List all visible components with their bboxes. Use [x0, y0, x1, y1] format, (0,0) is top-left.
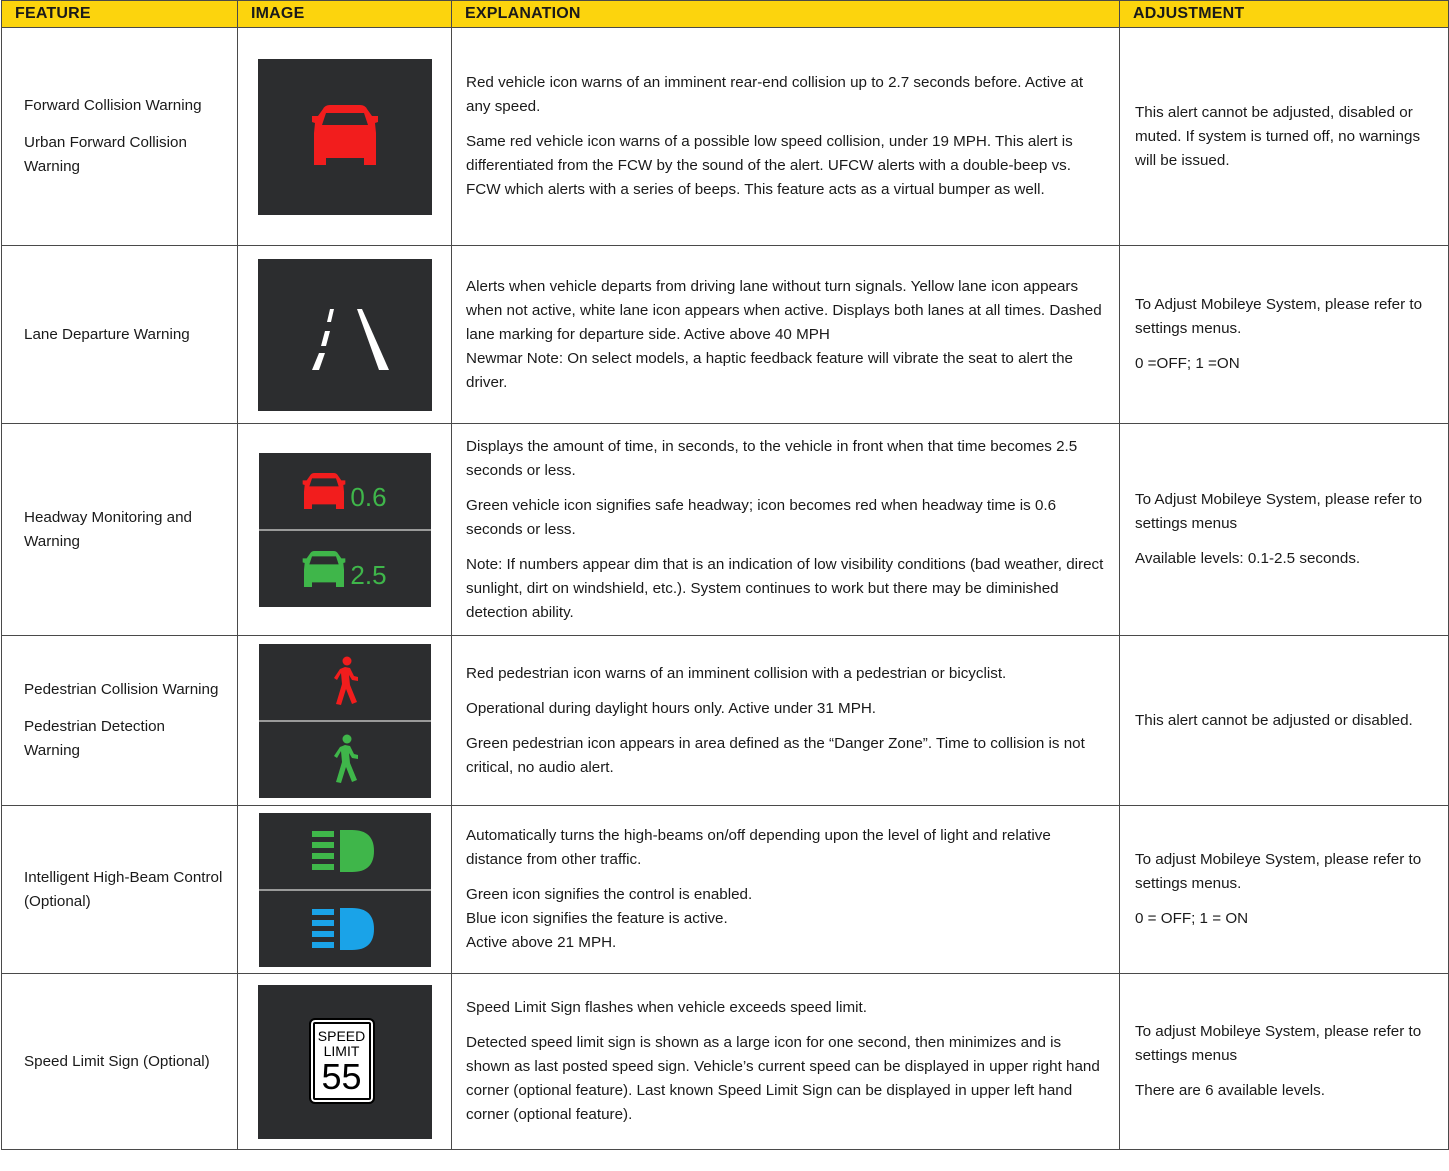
header-adjustment: ADJUSTMENT: [1120, 1, 1449, 28]
feature-name: Speed Limit Sign (Optional): [24, 1052, 210, 1070]
headway-value: 0.6: [350, 481, 387, 512]
header-feature: FEATURE: [2, 1, 238, 28]
high-beam-icon: [259, 813, 431, 967]
lane-markings-icon: [258, 259, 432, 411]
feature-cell: [2, 806, 238, 974]
green-vehicle-icon: [302, 551, 346, 587]
adjustment-text: There are 6 available levels.: [1135, 1082, 1325, 1099]
feature-name: Headway Monitoring and Warning: [24, 508, 193, 550]
feature-name: Forward Collision Warning: [24, 97, 202, 114]
blue-high-beam-icon: [312, 908, 378, 950]
adjustment-cell: [1120, 974, 1449, 1150]
adjustment-cell: [1120, 424, 1449, 636]
speed-limit-sign: [309, 1018, 375, 1104]
image-cell: [238, 424, 452, 636]
red-vehicle-icon: [258, 59, 432, 215]
explanation-text: Speed Limit Sign flashes when vehicle exceeds speed limit.: [466, 999, 868, 1016]
table-row: [2, 974, 1449, 1150]
feature-name: Pedestrian Collision Warning: [24, 681, 219, 698]
explanation-cell: [452, 974, 1120, 1150]
speed-limit-sign-icon: [258, 985, 432, 1139]
table-row: [2, 636, 1449, 806]
adjustment-cell: [1120, 28, 1449, 246]
header-explanation: EXPLANATION: [452, 1, 1120, 28]
headway-red: [259, 453, 431, 529]
red-pedestrian-icon: [330, 656, 360, 708]
table-header-row: [2, 1, 1449, 28]
adjustment-text: 0 = OFF; 1 = ON: [1135, 910, 1249, 927]
explanation-text: Displays the amount of time, in seconds, to the vehicle in front when that time becomes 2.5 seconds or less.: [466, 437, 1078, 479]
feature-name: Urban Forward Collision Warning: [24, 134, 187, 175]
high-beam-green: [259, 813, 431, 889]
explanation-text: Operational during daylight hours only. Active under 31 MPH.: [466, 699, 877, 717]
feature-cell: [2, 636, 238, 806]
feature-cell: [2, 424, 238, 636]
explanation-text: Red pedestrian icon warns of an imminent collision with a pedestrian or bicyclist.: [466, 664, 1007, 682]
adjustment-text: To adjust Mobileye System, please refer to settings menus.: [1135, 851, 1422, 892]
explanation-text: Detected speed limit sign is shown as a large icon for one second, then minimizes and is shown as last posted speed sign. Vehicle’s current speed can be displayed in upper right hand corner (optional feature). Last known Speed Limit Sign can be displayed in upper left hand corner (optional feature).: [466, 1034, 1100, 1123]
red-vehicle-icon: [302, 473, 346, 509]
pedestrian-icon: [259, 644, 431, 798]
explanation-text: Note: If numbers appear dim that is an indication of low visibility conditions (bad weather, direct sunlight, dirt on windshield, etc.). System continues to work but there may be diminished detection ability.: [466, 555, 1104, 621]
explanation-text: Same red vehicle icon warns of a possible low speed collision, under 19 MPH. This alert is differentiated from the FCW by the sound of the alert. UFCW alerts with a double-beep vs. FCW which alerts with a series of beeps. This feature acts as a virtual bumper as well.: [466, 133, 1073, 198]
high-beam-blue: [259, 889, 431, 967]
feature-table: [1, 0, 1449, 1150]
feature-name: Pedestrian Detection Warning: [24, 718, 165, 759]
feature-cell: [2, 28, 238, 246]
image-cell: [238, 28, 452, 246]
sign-text: LIMIT: [323, 1042, 360, 1059]
table-row: [2, 28, 1449, 246]
explanation-text: Alerts when vehicle departs from driving lane without turn signals. Yellow lane icon appears when not active, white lane icon appears when active. Displays both lanes at all times. Dashed lane marking for departure side. Active above 40 MPH: [466, 277, 1102, 343]
explanation-text: Automatically turns the high-beams on/off depending upon the level of light and relative distance from other traffic.: [466, 827, 1051, 868]
explanation-text: Green vehicle icon signifies safe headway; icon becomes red when headway time is 0.6 seconds or less.: [466, 496, 1057, 538]
table-row: [2, 806, 1449, 974]
table-row: [2, 424, 1449, 636]
explanation-text: Green icon signifies the control is enabled. Blue icon signifies the feature is active. Active above 21 MPH.: [466, 886, 753, 951]
pedestrian-red: [259, 644, 431, 720]
image-cell: [238, 246, 452, 424]
adjustment-cell: [1120, 636, 1449, 806]
explanation-cell: [452, 246, 1120, 424]
adjustment-text: Available levels: 0.1-2.5 seconds.: [1135, 550, 1361, 567]
feature-cell: [2, 974, 238, 1150]
adjustment-text: 0 =OFF; 1 =ON: [1135, 355, 1240, 372]
feature-name: Intelligent High-Beam Control (Optional): [24, 868, 223, 910]
adjustment-text: This alert cannot be adjusted, disabled or muted. If system is turned off, no warnings will be issued.: [1135, 103, 1421, 169]
adjustment-text: To Adjust Mobileye System, please refer to settings menus: [1135, 491, 1423, 532]
explanation-text: Red vehicle icon warns of an imminent rear-end collision up to 2.7 seconds before. Active at any speed.: [466, 74, 1084, 115]
green-pedestrian-icon: [330, 734, 360, 786]
explanation-cell: [452, 806, 1120, 974]
explanation-text: Newmar Note: On select models, a haptic feedback feature will vibrate the seat to alert the driver.: [466, 349, 1073, 391]
adjustment-text: This alert cannot be adjusted or disabled.: [1135, 711, 1413, 729]
feature-name: Lane Departure Warning: [24, 325, 190, 343]
adjustment-cell: [1120, 806, 1449, 974]
headway-icon: [259, 453, 431, 607]
explanation-cell: [452, 28, 1120, 246]
headway-value: 2.5: [350, 559, 387, 590]
green-high-beam-icon: [312, 830, 378, 872]
explanation-cell: [452, 424, 1120, 636]
table-row: [2, 246, 1449, 424]
explanation-text: Green pedestrian icon appears in area defined as the “Danger Zone”. Time to collision is not critical, no audio alert.: [466, 734, 1085, 776]
sign-value: 55: [321, 1055, 362, 1097]
image-cell: [238, 974, 452, 1150]
explanation-cell: [452, 636, 1120, 806]
headway-green: [259, 529, 431, 607]
pedestrian-green: [259, 720, 431, 798]
image-cell: [238, 636, 452, 806]
header-image: IMAGE: [238, 1, 452, 28]
adjustment-cell: [1120, 246, 1449, 424]
adjustment-text: To adjust Mobileye System, please refer to settings menus: [1135, 1023, 1422, 1064]
adjustment-text: To Adjust Mobileye System, please refer to settings menus.: [1135, 296, 1423, 337]
image-cell: [238, 806, 452, 974]
feature-cell: [2, 246, 238, 424]
sign-text: SPEED: [317, 1027, 366, 1044]
